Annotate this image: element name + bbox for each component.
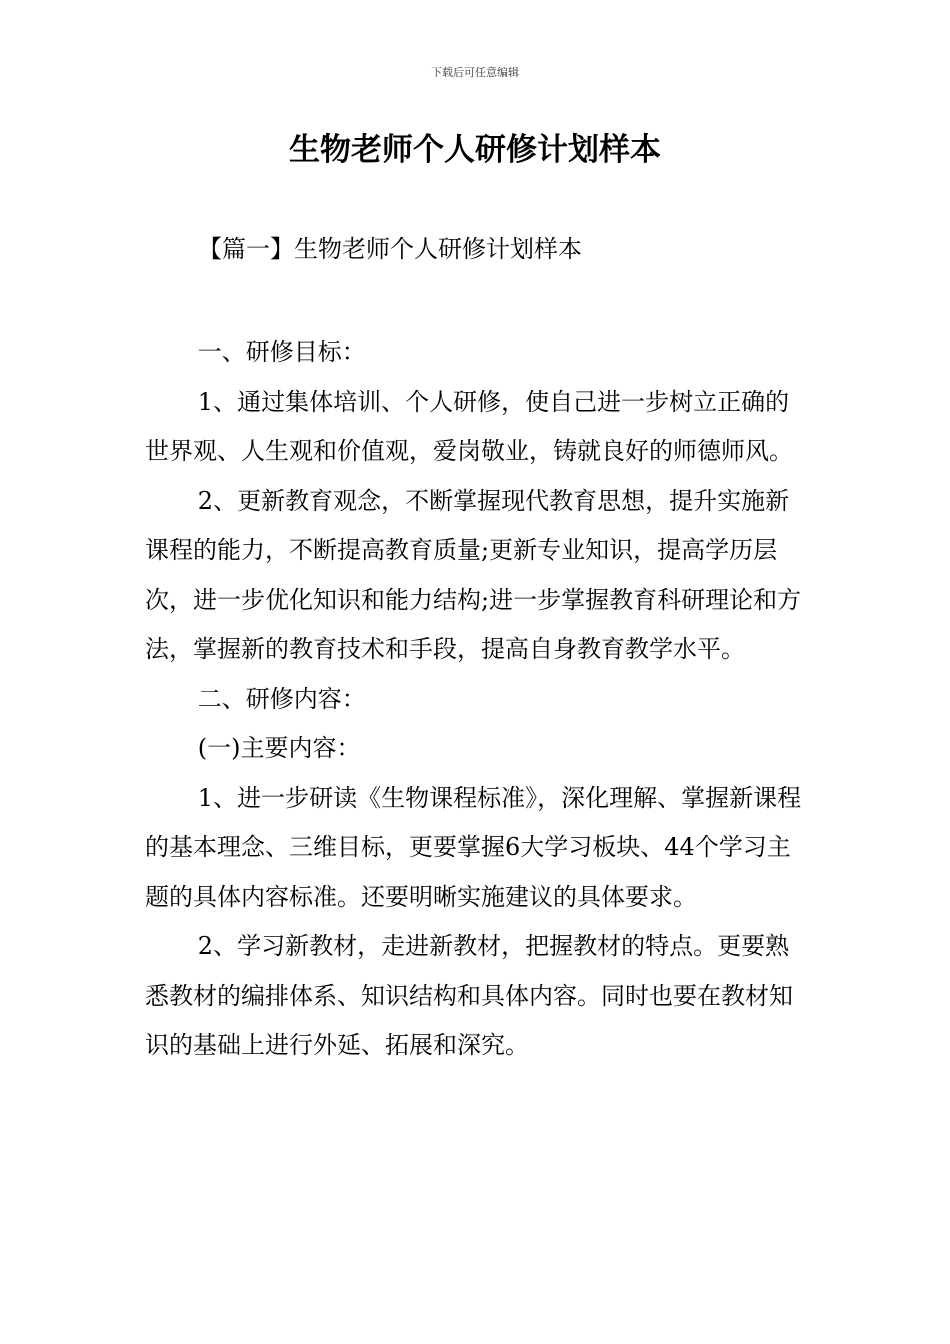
paragraph-heading-content: 二、研修内容： [197, 684, 366, 713]
header-note: 下载后可任意编辑 [431, 66, 519, 79]
paragraph-content-1: 1、进一步研读《生物课程标准》，深化理解、掌握新课程的基本理念、三维目标，更要掌握6大学习板块、44个学习主题的具体内容标准。还要明晰实施建议的具体要求。 [145, 783, 802, 911]
paragraph-subheading-main-content: (一)主要内容： [197, 734, 361, 762]
document-body [145, 328, 810, 1071]
paragraph-goal-2: 2、更新教育观念，不断掌握现代教育思想，提升实施新课程的能力，不断提高教育质量;更新专业知识，提高学历层次，进一步优化知识和能力结构;进一步掌握教育科研理论和方法，掌握新的教育技术和手段，提高自身教育教学水平。 [145, 486, 802, 663]
paragraph-heading-goals: 一、研修目标： [197, 338, 366, 366]
paragraph-content-2: 2、学习新教材，走进新教材，把握教材的特点。更要熟悉教材的编排体系、知识结构和具体内容。同时也要在教材知识的基础上进行外延、拓展和深究。 [145, 932, 793, 1059]
document-title: 生物老师个人研修计划样本 [289, 132, 661, 168]
paragraph-goal-1: 1、通过集体培训、个人研修，使自己进一步树立正确的世界观、人生观和价值观，爱岗敬业，铸就良好的师德师风。 [145, 387, 793, 465]
section-heading: 【篇一】生物老师个人研修计划样本 [198, 235, 582, 263]
